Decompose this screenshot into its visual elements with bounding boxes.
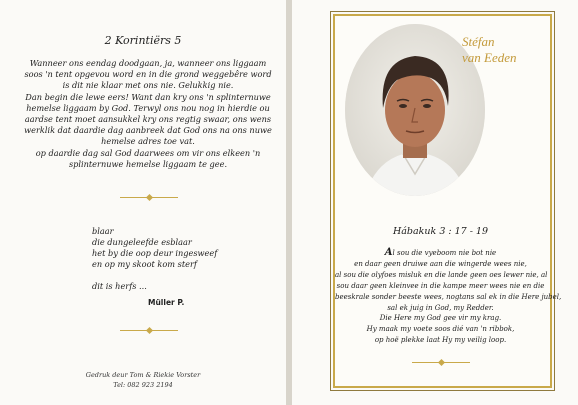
verse-line: al sou die olyfoes misluk en die lande geen oes lewer nie, al bbox=[335, 270, 548, 279]
poem-line: blaar bbox=[92, 226, 114, 236]
name-first: Stéfan bbox=[462, 34, 495, 49]
verse-line: sal ek juig in God, my Redder. bbox=[387, 303, 494, 312]
verse-line: Die Here my God gee vir my krag. bbox=[379, 314, 502, 323]
poem bbox=[92, 226, 217, 292]
verse-line: hemelse adres toe vat. bbox=[101, 136, 195, 147]
printer-name: Gedruk deur Tom & Riekie Vorster bbox=[85, 371, 201, 379]
poem-line: dit is herfs ... bbox=[92, 281, 147, 291]
deceased-name bbox=[462, 34, 517, 66]
printer-credit bbox=[0, 370, 286, 390]
scripture-reference: Hábakuk 3 : 17 - 19 bbox=[392, 226, 489, 237]
verse-line-text: l sou die vyeboom nie bot nie bbox=[392, 249, 497, 257]
verse-line: Wanneer ons eendag doodgaan, ja, wanneer ons liggaam bbox=[29, 58, 267, 68]
poem-line: die dungeleefde esblaar bbox=[92, 237, 192, 247]
scripture-verse-right bbox=[335, 247, 562, 346]
verse-line: werklik dat daardie dag aanbreek dat God ons na ons nuwe bbox=[24, 125, 272, 136]
verse-line: op daardie dag sal God daarwees om vir ons elkeen 'n bbox=[35, 147, 261, 158]
name-last: van Eeden bbox=[462, 50, 517, 65]
verse-line: sou daar geen kleinvee in die kampe meer wees nie en die bbox=[336, 281, 545, 290]
verse-line: soos 'n tent opgevou word en in die grond weggebêre word bbox=[24, 69, 272, 80]
verse-line: beeskrale sonder beeste wees, nogtans sal ek in die Here jubel, bbox=[335, 292, 562, 301]
ornament-divider bbox=[120, 330, 178, 331]
scripture-heading: 2 Korintiërs 5 bbox=[104, 34, 182, 47]
poem-line: en op my skoot kom sterf bbox=[92, 259, 197, 269]
ornament-divider bbox=[412, 362, 470, 363]
verse-line: splinternuwe hemelse liggaam te gee. bbox=[68, 158, 228, 169]
verse-line: op hoë plekke laat Hy my veilig loop. bbox=[374, 336, 507, 345]
poem-line: het by die oop deur ingesweef bbox=[92, 248, 218, 258]
ornament-divider bbox=[120, 197, 178, 198]
verse-line: is dit nie klaar met ons nie. Gelukkig nie. bbox=[62, 80, 234, 91]
verse-initial: A bbox=[384, 247, 393, 258]
verse-line bbox=[335, 248, 546, 259]
verse-line: hemelse liggaam by God. Terwyl ons nou nog in hierdie ou bbox=[26, 102, 270, 113]
poem-line bbox=[92, 270, 217, 281]
printer-phone: Tel: 082 923 2194 bbox=[113, 381, 173, 389]
verse-line: en daar geen druiwe aan die wingerde wees nie, bbox=[354, 259, 527, 268]
scripture-verse bbox=[22, 58, 274, 170]
verse-line: Hy maak my voete soos dié van 'n ribbok, bbox=[366, 325, 515, 334]
verse-line: aardse tent moet aansukkel kry ons regtig swaar, ons wens bbox=[24, 114, 272, 125]
poem-author: Müller P. bbox=[148, 298, 185, 307]
verse-line: Dan begin die lewe eers! Want dan kry ons 'n splinternuwe bbox=[25, 91, 271, 102]
